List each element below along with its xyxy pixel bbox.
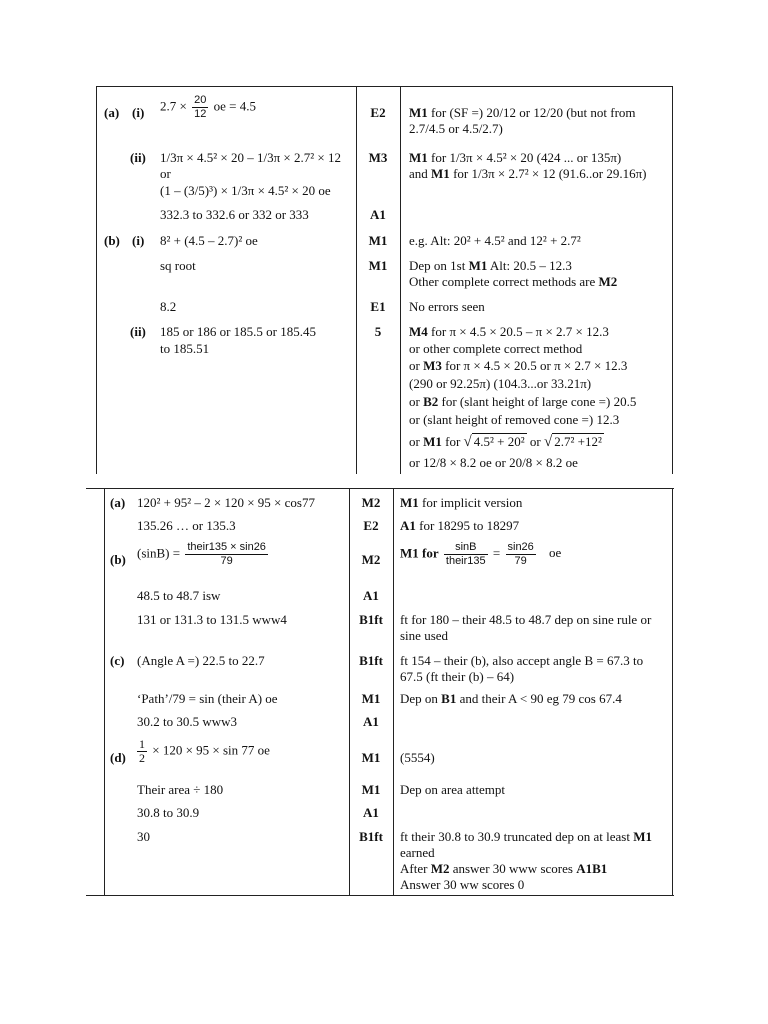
guidance-line: No errors seen xyxy=(409,299,485,314)
answer-text: × 120 × 95 × sin 77 oe xyxy=(152,742,270,758)
answer-line: Their area ÷ 180 xyxy=(137,782,224,797)
answer-text: (sinB) = xyxy=(137,545,181,561)
answer-line: 131 or 131.3 to 131.5 www4 xyxy=(137,612,287,627)
mark-code: M1 xyxy=(409,150,428,165)
part-label: (b) xyxy=(104,233,120,248)
subpart-label: (i) xyxy=(132,105,145,120)
answer-line: sq root xyxy=(160,258,196,273)
part-label: (c) xyxy=(110,653,125,668)
subpart-label: (i) xyxy=(132,233,145,248)
guidance-text: M1 for xyxy=(400,545,439,561)
square-root-sign: √ xyxy=(544,434,553,450)
answer-line: 30.2 to 30.5 www3 xyxy=(137,714,238,729)
guidance-line: M1 for (SF =) 20/12 or 12/20 (but not from xyxy=(409,105,636,120)
guidance-cell xyxy=(400,541,561,568)
fraction-numerator: 20 xyxy=(194,94,207,106)
answer-cell xyxy=(137,541,270,568)
part-label: (a) xyxy=(104,105,120,120)
square-root-sign: √ xyxy=(463,434,472,450)
fraction xyxy=(137,738,147,765)
answer-line: 332.3 to 332.6 or 332 or 333 xyxy=(160,207,309,222)
mark-cell: A1 xyxy=(363,805,379,820)
guidance-line: Dep on B1 and their A < 90 eg 79 cos 67.4 xyxy=(400,691,622,706)
fraction-numerator: sinB xyxy=(444,541,488,555)
guidance-line: A1 for 18295 to 18297 xyxy=(400,518,520,533)
column-divider xyxy=(400,86,401,474)
mark-code: A1B1 xyxy=(576,861,608,876)
mark-code: M2 xyxy=(598,274,618,289)
column-divider xyxy=(356,86,357,474)
mark-cell: M1 xyxy=(368,233,388,248)
answer-cell xyxy=(160,94,256,121)
subpart-label: (ii) xyxy=(130,150,146,165)
mark-cell: B1ft xyxy=(359,653,383,668)
guidance-text: oe xyxy=(549,545,562,561)
mark-cell: A1 xyxy=(363,588,379,603)
answer-line: (1 – (3/5)³) × 1/3π × 4.5² × 20 oe xyxy=(160,183,331,198)
mark-cell: M2 xyxy=(361,552,381,567)
mark-cell: B1ft xyxy=(359,612,383,627)
answer-line: or xyxy=(160,166,171,181)
fraction xyxy=(506,541,536,568)
answer-line: 1/3π × 4.5² × 20 – 1/3π × 2.7² × 12 xyxy=(160,150,341,165)
answer-cell xyxy=(135,738,270,765)
mark-cell: M2 xyxy=(361,495,381,510)
fraction xyxy=(444,541,488,568)
mark-cell: M3 xyxy=(368,150,388,165)
guidance-line: or other complete correct method xyxy=(409,341,583,356)
answer-text: 2.7 × xyxy=(160,98,187,114)
fraction xyxy=(185,541,268,568)
guidance-line: Answer 30 ww scores 0 xyxy=(400,877,525,892)
guidance-line: sine used xyxy=(400,628,449,643)
table-border xyxy=(86,895,674,896)
mark-cell: E2 xyxy=(363,518,379,533)
guidance-line: After M2 answer 30 www scores A1B1 xyxy=(400,861,608,876)
answer-line: ‘Path’/79 = sin (their A) oe xyxy=(137,691,278,706)
mark-cell: M1 xyxy=(368,258,388,273)
mark-cell: E2 xyxy=(370,105,386,120)
answer-line: 48.5 to 48.7 isw xyxy=(137,588,221,603)
table-border xyxy=(96,86,673,87)
guidance-line: or (slant height of removed cone =) 12.3 xyxy=(409,412,620,427)
mark-code: M1 xyxy=(400,495,419,510)
mark-cell: M1 xyxy=(361,750,381,765)
answer-line: 120² + 95² – 2 × 120 × 95 × cos77 xyxy=(137,495,315,510)
part-label: (a) xyxy=(110,495,126,510)
answer-line: 30.8 to 30.9 xyxy=(137,805,200,820)
fraction-denominator: 79 xyxy=(220,555,233,567)
guidance-line: and M1 for 1/3π × 2.7² × 12 (91.6..or 29.16π) xyxy=(409,166,647,181)
answer-line: 30 xyxy=(137,829,150,844)
guidance-line: ft 154 – their (b), also accept angle B = 67.3 to xyxy=(400,653,644,668)
guidance-text: or xyxy=(529,434,541,449)
answer-text: oe = 4.5 xyxy=(213,98,256,114)
column-divider xyxy=(393,488,394,895)
guidance-line: Dep on area attempt xyxy=(400,782,506,797)
mark-code: M1 xyxy=(468,258,488,273)
guidance-line: Dep on 1st M1 Alt: 20.5 – 12.3 xyxy=(409,258,572,273)
guidance-line: (5554) xyxy=(400,750,435,765)
guidance-line: M1 for 1/3π × 4.5² × 20 (424 ... or 135π) xyxy=(409,150,622,165)
answer-line: 185 or 186 or 185.5 or 185.45 xyxy=(160,324,316,339)
guidance-line: earned xyxy=(400,845,435,860)
table-border xyxy=(96,86,97,474)
equals-sign: = xyxy=(492,545,501,561)
fraction-numerator: 1 xyxy=(139,737,145,751)
fraction-denominator: their135 xyxy=(445,555,486,567)
answer-line: 8.2 xyxy=(160,299,177,314)
fraction-numerator: their135 × sin26 xyxy=(187,541,266,553)
radicand: 4.5² + 20² xyxy=(473,434,525,449)
fraction-denominator: 2 xyxy=(139,751,145,765)
mark-cell: 5 xyxy=(374,324,382,339)
mark-code: M4 xyxy=(409,324,428,339)
subpart-label: (ii) xyxy=(130,324,146,339)
answer-line: (Angle A =) 22.5 to 22.7 xyxy=(137,653,265,668)
mark-code: M2 xyxy=(430,861,450,876)
mark-code: B1 xyxy=(441,691,457,706)
mark-code: M1 xyxy=(423,434,442,449)
guidance-line: M1 for implicit version xyxy=(400,495,523,510)
answer-line: to 185.51 xyxy=(160,341,210,356)
guidance-line: ft their 30.8 to 30.9 truncated dep on at least M1 xyxy=(400,829,652,844)
guidance-line: Other complete correct methods are M2 xyxy=(409,274,618,289)
mark-code: M1 xyxy=(431,166,450,181)
fraction-denominator: 12 xyxy=(194,108,207,120)
mark-code: M1 xyxy=(400,545,419,561)
guidance-line: e.g. Alt: 20² + 4.5² and 12² + 2.7² xyxy=(409,233,581,248)
mark-code: M3 xyxy=(423,358,442,373)
fraction-denominator: 79 xyxy=(514,555,527,567)
mark-code: M1 xyxy=(633,829,652,844)
guidance-line: (290 or 92.25π) (104.3...or 33.21π) xyxy=(409,376,592,391)
table-border xyxy=(86,488,674,489)
part-label: (d) xyxy=(110,750,126,765)
mark-code: M1 xyxy=(409,105,428,120)
mark-cell: B1ft xyxy=(359,829,383,844)
answer-line: 135.26 … or 135.3 xyxy=(137,518,236,533)
mark-cell: M1 xyxy=(361,782,381,797)
mark-code: A1 xyxy=(400,518,416,533)
table-border xyxy=(104,488,105,895)
guidance-line xyxy=(409,433,604,450)
guidance-line: or M3 for π × 4.5 × 20.5 or π × 2.7 × 12.3 xyxy=(409,358,628,373)
fraction-numerator: sin26 xyxy=(507,541,534,553)
guidance-line: or 12/8 × 8.2 oe or 20/8 × 8.2 oe xyxy=(409,455,578,470)
mark-cell: M1 xyxy=(361,691,381,706)
table-border xyxy=(672,86,673,474)
mark-cell: A1 xyxy=(363,714,379,729)
radicand: 2.7² +12² xyxy=(554,434,602,449)
guidance-line: or B2 for (slant height of large cone =) 20.5 xyxy=(409,394,637,409)
table-border xyxy=(672,488,673,895)
guidance-line: 2.7/4.5 or 4.5/2.7) xyxy=(409,121,503,136)
guidance-line: ft for 180 – their 48.5 to 48.7 dep on sine rule or xyxy=(400,612,652,627)
mark-code: B2 xyxy=(423,394,439,409)
guidance-line: 67.5 (ft their (b) – 64) xyxy=(400,669,515,684)
guidance-text: or M1 for xyxy=(409,434,461,449)
fraction xyxy=(192,94,208,121)
part-label: (b) xyxy=(110,552,126,567)
guidance-line: M4 for π × 4.5 × 20.5 – π × 2.7 × 12.3 xyxy=(409,324,609,339)
mark-cell: E1 xyxy=(370,299,386,314)
mark-cell: A1 xyxy=(370,207,386,222)
answer-line: 8² + (4.5 – 2.7)² oe xyxy=(160,233,258,248)
